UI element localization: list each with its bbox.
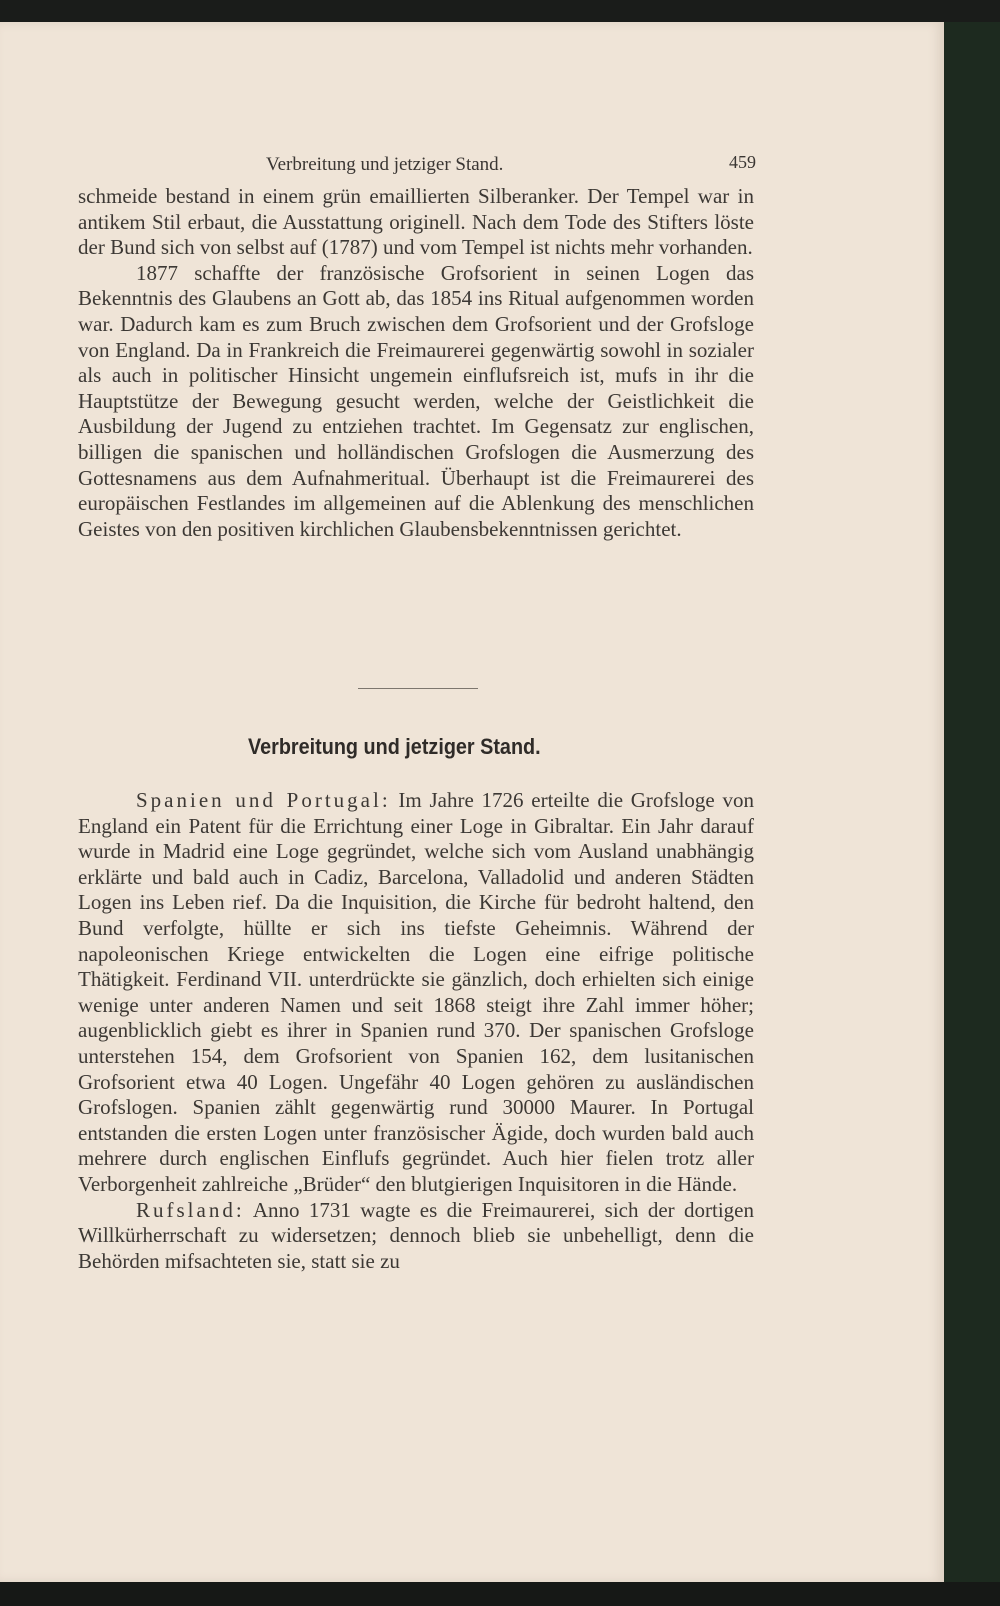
scan-bottom-edge	[0, 1582, 1000, 1606]
paragraph-text: Anno 1731 wagte es die Freimaurerei, sich der dortigen Willkürherrschaft zu widersetzen; dennoch blieb sie unbehelligt, denn die Behörden mifsachteten sie, statt sie zu	[78, 1197, 754, 1273]
section-heading: Verbreitung und jetziger Stand.	[248, 734, 541, 759]
paragraph: schmeide bestand in einem grün emaillierten Silberanker. Der Tempel war in antikem Stil erbaut, die Ausstattung originell. Nach dem Tode des Stifters löste der Bund sich von selbst auf (1787) und vom Tempel ist nichts mehr vorhanden.	[78, 184, 754, 260]
section-body	[78, 788, 754, 1274]
running-title: Verbreitung und jetziger Stand.	[266, 154, 504, 175]
paragraph-russia	[78, 1198, 754, 1275]
country-label: Spanien und Portugal:	[136, 788, 391, 812]
scan-top-edge	[0, 0, 1000, 22]
country-label: Rufsland:	[136, 1197, 245, 1222]
scan-right-edge	[944, 22, 1000, 1582]
page-header	[266, 150, 756, 182]
continuation-text	[78, 184, 754, 542]
paragraph-text: Im Jahre 1726 erteilte die Grofsloge von England ein Patent für die Errichtung einer Loge in Gibraltar. Ein Jahr darauf wurde in Madrid eine Loge gegründet, welche sich vom Ausland unabhängig erklärte und bald auch in Cadiz, Barcelona, Valladolid und anderen Städten Logen ins Leben rief. Da die Inquisition, die Kirche für bedroht haltend, den Bund verfolgte, hüllte er sich ins tiefste Geheimnis. Während der napoleonischen Kriege entwickelten die Logen eine eifrige politische Thätigkeit. Ferdinand VII. unterdrückte sie gänzlich, doch erhielten sich einige wenige unter anderen Namen und seit 1868 steigt ihre Zahl immer höher; augenblicklich giebt es ihrer in Spanien rund 370. Der spanischen Grofsloge unterstehen 154, dem Grofsorient von Spanien 162, dem lusitanischen Grofsorient etwa 40 Logen. Ungefähr 40 Logen gehören zu ausländischen Grofslogen. Spanien zählt gegenwärtig rund 30000 Maurer. In Portugal entstanden die ersten Logen unter französischer Ägide, doch wurden bald auch mehrere durch englischen Einflufs gegründet. Auch hier fielen trotz aller Verborgenheit zahlreiche „Brüder“ den blutgierigen Inquisitoren in die Hände.	[78, 788, 754, 1196]
paragraph-spain-portugal	[78, 788, 754, 1198]
page-number: 459	[729, 152, 756, 172]
section-divider	[358, 688, 478, 689]
paragraph: 1877 schaffte der französische Grofsorient in seinen Logen das Bekenntnis des Glaubens an Gott ab, das 1854 ins Ritual aufgenommen worden war. Dadurch kam es zum Bruch zwischen dem Grofsorient und der Grofsloge von England. Da in Frankreich die Freimaurerei gegenwärtig sowohl in sozialer als auch in politischer Hinsicht ungemein einflufsreich ist, mufs in ihr die Hauptstütze der Bewegung gesucht werden, welche der Geistlichkeit die Ausbildung der Jugend zu entziehen trachtet. Im Gegensatz zur englischen, billigen die spanischen und holländischen Grofslogen die Ausmerzung des Gottesnamens aus dem Aufnahmeritual. Überhaupt ist die Freimaurerei des europäischen Festlandes im allgemeinen auf die Ablenkung des menschlichen Geistes von den positiven kirchlichen Glaubensbekenntnissen gerichtet.	[78, 260, 754, 541]
